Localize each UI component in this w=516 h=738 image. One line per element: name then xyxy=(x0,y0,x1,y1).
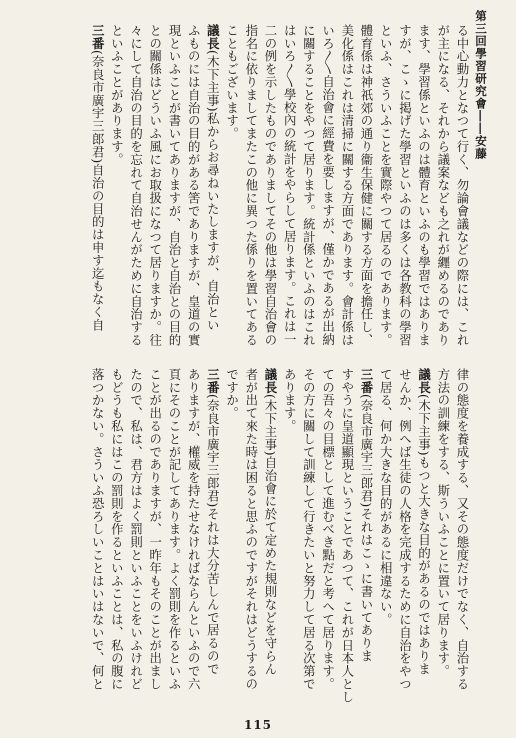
text-column xyxy=(376,368,395,696)
text-column xyxy=(184,368,203,696)
lower-text-block xyxy=(88,368,472,704)
text-column xyxy=(318,24,337,352)
speaker-label: 議長 xyxy=(416,368,432,394)
page-number: 115 xyxy=(243,718,273,732)
column-text: 落つかない。さういふ恐ろしいことはいはないで、何と xyxy=(90,368,106,691)
text-column xyxy=(434,368,453,696)
text-column xyxy=(299,24,318,352)
column-text: 者が出て來た時は困ると思ふのですがそれはどうするの xyxy=(243,368,259,691)
speaker-label: 議長 xyxy=(262,368,278,394)
text-column xyxy=(222,368,241,696)
column-text: すが、こゝに掲げた學習といふのは多くは各教科の學習 xyxy=(397,24,413,347)
column-text: ありますが、權威を持たせなければならんといふので六 xyxy=(186,368,202,691)
text-column xyxy=(146,368,165,696)
text-column xyxy=(242,24,261,352)
column-text: ですか。 xyxy=(224,368,240,420)
column-text: に關することをやつて居ります。統計係といふのはこれ xyxy=(301,24,317,347)
column-text: 頁にそのことが記してあります。よく罰則を作るといふ xyxy=(166,368,182,691)
text-column xyxy=(395,24,414,352)
text-column xyxy=(453,24,472,352)
speaker-attribution: (奈良市廣宇三郎君) xyxy=(205,393,221,508)
text-column xyxy=(242,368,261,696)
column-text: 自治會に於て定めた規則などを守らん xyxy=(262,456,278,676)
text-column xyxy=(88,24,107,352)
column-text: それはこゝに書いてありま xyxy=(358,507,374,663)
column-text: る中心動力となつて行く、勿論會議などの際には、これ xyxy=(455,24,470,347)
column-text: それは大分苦しんで居るので xyxy=(205,507,221,676)
text-column xyxy=(414,368,433,696)
text-column xyxy=(338,368,357,704)
speaker-attribution: (木下主事) xyxy=(205,49,221,113)
text-column xyxy=(184,24,203,352)
column-text: 體育係は神祇郊の通り衞生保健に關する方面を擔任し、 xyxy=(358,24,374,347)
column-text: が主になる、それから議案なども之れが纒めるのであり xyxy=(435,24,451,347)
text-column xyxy=(357,24,376,352)
speaker-label: 三番 xyxy=(90,24,106,50)
column-text: もどうも私にはこの罰則を作るといふことは、私の腹に xyxy=(109,368,125,691)
column-text: 指名に依りましてまたこの他に異つた係りを置いてある xyxy=(243,24,259,347)
text-column xyxy=(299,368,318,696)
column-text: 現といふことが書いてありますが、自治と自治との目的 xyxy=(166,24,182,347)
speaker-attribution: (奈良市廣宇三郎君) xyxy=(358,393,374,508)
speaker-label: 三番 xyxy=(358,368,374,394)
speaker-attribution: (木下主事) xyxy=(262,393,278,457)
speaker-label: 三番 xyxy=(205,368,221,394)
text-column xyxy=(280,24,299,352)
column-text: はいろ〳〵學校內の統計をやらして居ります。これは一 xyxy=(282,24,298,346)
text-column xyxy=(357,368,376,696)
text-column xyxy=(146,24,165,352)
column-text: 律の態度を養成する、又その態度だけでなく、自治する xyxy=(455,368,470,691)
text-column xyxy=(126,368,145,696)
text-column xyxy=(318,368,337,696)
column-text: ことが出るのでありますが、一昨年もそのことが出まし xyxy=(147,368,163,691)
column-text: すやうに皇道顯現ということであつて、これが日本人とし xyxy=(339,368,355,704)
text-column xyxy=(395,368,414,696)
text-column xyxy=(107,24,126,352)
column-text: との關係はどういふ風にお取扱になつて居りますか。往 xyxy=(147,24,163,347)
column-text: その方に關して訓練して行きたいと努力して居る次第で xyxy=(301,368,317,691)
text-column xyxy=(203,24,222,352)
column-text: て居る、何か大きな目的があるに相違ない。 xyxy=(378,368,394,626)
speaker-label: 議長 xyxy=(205,24,221,50)
column-text: せんか、例へば生徒の人格を完成するために自治をやつ xyxy=(397,368,413,691)
text-column xyxy=(203,368,222,696)
column-text: あります。 xyxy=(282,368,298,433)
column-text: たので、私は、君方はよく罰則といふことをいふけれど xyxy=(128,368,144,691)
upper-text-block xyxy=(88,24,472,352)
column-text: ての吾々の目標として進むべき點だと考へて居ります。 xyxy=(320,368,336,691)
text-column xyxy=(126,24,145,352)
speaker-attribution: (木下主事) xyxy=(416,393,432,457)
text-column xyxy=(376,24,395,352)
text-column xyxy=(280,368,299,696)
column-text: こともございます。 xyxy=(224,24,240,141)
column-text: 美化係はこれは清掃に關する方面であります。會計係は xyxy=(339,24,355,347)
column-text: ます、學習係といふのは體育といふのも學習ではありま xyxy=(416,24,432,347)
running-header: 第三回學習研究會――安藤 xyxy=(474,10,488,160)
column-text: といふことがあります。 xyxy=(109,24,125,166)
text-column xyxy=(453,368,472,696)
column-text: といふ、さういふことを實際やつて居るのであります。 xyxy=(378,24,394,347)
column-text: いろ〳〵自治會に經費を要しますが、僅かであるが出納 xyxy=(320,24,336,346)
text-column xyxy=(261,24,280,352)
text-column xyxy=(414,24,433,352)
text-column xyxy=(88,368,107,696)
text-column xyxy=(222,24,241,352)
column-text: ふものには自治の目的がある筈でありますが、皇道の實 xyxy=(186,24,202,347)
column-text: 方法の訓練をする、斯ういふことに置いて居ります。 xyxy=(435,368,451,678)
column-text: 自治の目的は申す迄もなく自 xyxy=(90,163,106,332)
column-text: 々にして自治の目的を忘れて自治せんがために自治する xyxy=(128,24,144,347)
column-text: もつと大きな目的があるのではありま xyxy=(416,456,432,676)
text-column xyxy=(165,368,184,696)
text-column xyxy=(107,368,126,696)
text-column xyxy=(338,24,357,352)
speaker-attribution: (奈良市廣宇三郎君) xyxy=(90,49,106,164)
column-text: 二の例を示したものでありましてその他は學習自治會の xyxy=(262,24,278,347)
text-column xyxy=(434,24,453,352)
column-text: 私からお尋ねいたしますが、自治とい xyxy=(205,112,221,332)
text-column xyxy=(165,24,184,352)
text-column xyxy=(261,368,280,696)
